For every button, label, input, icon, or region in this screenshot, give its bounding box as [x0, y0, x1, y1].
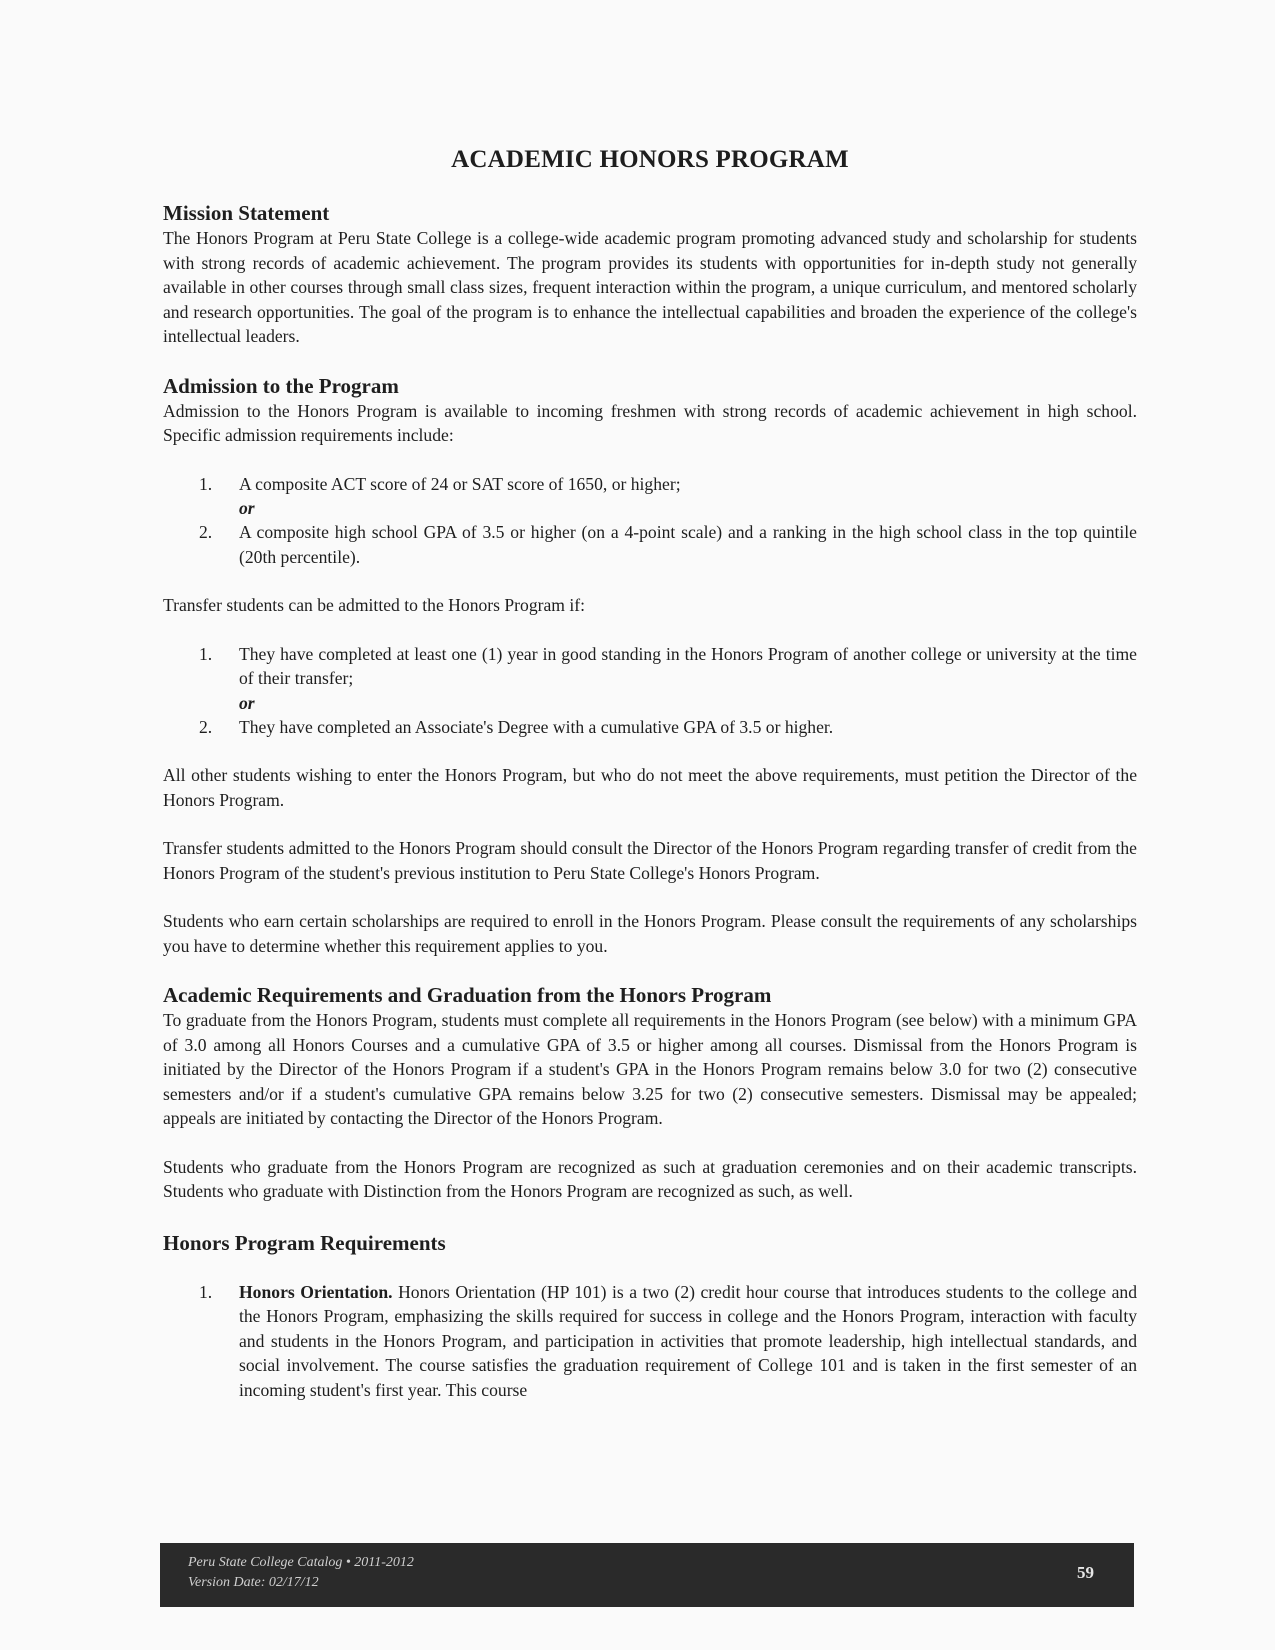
list-item: 2. They have completed an Associate's Degree with a cumulative GPA of 3.5 or higher.: [199, 716, 834, 737]
transfer-requirements-list: [163, 642, 1137, 691]
admission-intro: Admission to the Honors Program is available to incoming freshmen with strong records of academic achievement in high school. Specific admission requirements include:: [163, 400, 1137, 445]
freshman-requirements-list: [163, 472, 1137, 497]
list-item: 2. A composite high school GPA of 3.5 or higher (on a 4-point scale) and a ranking in the high school class in the top quintile (20th percentile).: [199, 522, 1137, 567]
transfer-credit-text: Transfer students admitted to the Honors Program should consult the Director of the Honors Program regarding transfer of credit from the Honors Program of the student's previous institution to Peru State College's Honors Program.: [163, 838, 1137, 883]
list-item: 1. Honors Orientation. Honors Orientation (HP 101) is a two (2) credit hour course that introduces students to the college and the Honors Program, emphasizing the skills required for success in college and the Honors Program, interaction with faculty and students in the Honors Program, and participation in activities that promote leadership, high intellectual standards, and social involvement. The course satisfies the graduation requirement of College 101 and is taken in the first semester of an incoming student's first year. This course: [199, 1281, 1137, 1400]
requirements-heading: Honors Program Requirements: [163, 1230, 446, 1255]
admission-heading: Admission to the Program: [163, 373, 399, 398]
page-footer: [160, 1543, 1134, 1607]
page-title: ACADEMIC HONORS PROGRAM: [451, 146, 849, 173]
footer-version-date: Version Date: 02/17/12: [188, 1575, 319, 1590]
recognition-text: Students who graduate from the Honors Program are recognized as such at graduation ceremonies and on their academic transcripts. Students who graduate with Distinction from the Honors Program are recognized as such, as well.: [163, 1156, 1137, 1201]
list-item: 1. They have completed at least one (1) year in good standing in the Honors Program of another college or university at the time of their transfer;: [199, 643, 1137, 688]
academic-text: To graduate from the Honors Program, students must complete all requirements in the Honors Program (see below) with a minimum GPA of 3.0 among all Honors Courses and a cumulative GPA of 3.5 or higher among all courses. Dismissal from the Honors Program is initiated by the Director of the Honors Program if a student's GPA in the Honors Program remains below 3.0 for two (2) consecutive semesters and/or if a student's cumulative GPA remains below 3.25 for two (2) consecutive semesters. Dismissal may be appealed; appeals are initiated by contacting the Director of the Honors Program.: [163, 1010, 1137, 1128]
petition-text: All other students wishing to enter the Honors Program, but who do not meet the above requirements, must petition the Director of the Honors Program.: [163, 765, 1137, 810]
list-item: 1. A composite ACT score of 24 or SAT score of 1650, or higher;: [199, 473, 681, 494]
or-label: or: [239, 498, 255, 518]
page-content: [163, 200, 1137, 1402]
transfer-intro: Transfer students can be admitted to the Honors Program if:: [163, 595, 586, 615]
scholarships-text: Students who earn certain scholarships are required to enroll in the Honors Program. Please consult the requirements of any scholarships you have to determine whether this requirement applies to you.: [163, 911, 1137, 956]
page-number: 59: [1077, 1563, 1094, 1582]
mission-heading: Mission Statement: [163, 201, 330, 225]
honors-requirements-list: [163, 1280, 1137, 1403]
mission-text: The Honors Program at Peru State College is a college-wide academic program promoting advanced study and scholarship for students with strong records of academic achievement. The program provides its students with opportunities for in-depth study not generally available in other courses through small class sizes, frequent interaction within the program, a unique curriculum, and mentored scholarly and research opportunities. The goal of the program is to enhance the intellectual capabilities and broaden the experience of the college's intellectual leaders.: [163, 228, 1137, 346]
footer-catalog-title: Peru State College Catalog • 2011-2012: [188, 1555, 414, 1570]
or-label: or: [239, 692, 255, 713]
academic-heading: Academic Requirements and Graduation from the Honors Program: [163, 983, 772, 1007]
